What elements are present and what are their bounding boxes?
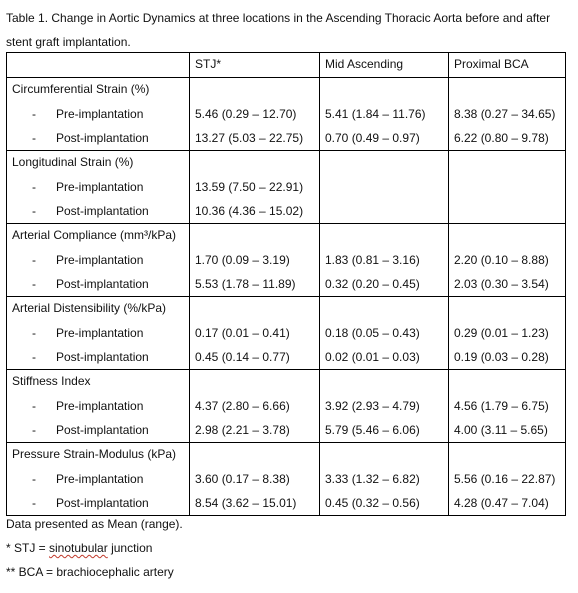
value-text: 2.98 (2.21 – 3.78) [195, 423, 290, 437]
value-text: 5.46 (0.29 – 12.70) [195, 107, 297, 121]
header-cell-stj: STJ* [190, 53, 320, 78]
measurement-row-label [12, 126, 189, 150]
value-text: 0.18 (0.05 – 0.43) [325, 326, 420, 340]
value-cell-mid-ascending [320, 297, 449, 370]
bullet-dash: - [32, 326, 36, 340]
bullet-dash: - [32, 107, 36, 121]
group-label-cell [7, 224, 190, 297]
group-title: Arterial Compliance (mm³/kPa) [12, 228, 177, 242]
value-cell-proximal-bca [449, 151, 566, 224]
header-cell-empty [7, 53, 190, 78]
bullet-dash: - [32, 253, 36, 267]
timepoint-label: Pre-implantation [56, 399, 144, 413]
value-text: 8.38 (0.27 – 34.65) [454, 107, 556, 121]
measurement-row-label [12, 248, 189, 272]
value-cell-mid-ascending [320, 443, 449, 516]
group-row [7, 370, 566, 443]
group-spacer [195, 297, 319, 321]
group-title: Pressure Strain-Modulus (kPa) [12, 447, 177, 461]
group-row [7, 224, 566, 297]
value-text: 0.45 (0.14 – 0.77) [195, 350, 290, 364]
value-text: 8.54 (3.62 – 15.01) [195, 496, 297, 510]
group-spacer [195, 78, 319, 102]
table-caption: Table 1. Change in Aortic Dynamics at three locations in the Ascending Thoracic Aorta before and after stent graft implantation. [6, 11, 551, 49]
value-cell-mid-ascending [320, 78, 449, 151]
group-row [7, 297, 566, 370]
value-cell-stj [190, 443, 320, 516]
group-label-cell [7, 443, 190, 516]
group-title: Arterial Distensibility (%/kPa) [12, 301, 167, 315]
group-row [7, 151, 566, 224]
aortic-dynamics-table [6, 52, 566, 516]
group-spacer [454, 151, 565, 175]
group-spacer [454, 297, 565, 321]
stj-footnote-term: sinotubular [49, 541, 108, 555]
timepoint-label: Post-implantation [56, 496, 149, 510]
group-row [7, 78, 566, 151]
bullet-dash: - [32, 496, 36, 510]
value-cell-proximal-bca [449, 370, 566, 443]
bullet-dash: - [32, 472, 36, 486]
measurement-row-label [12, 321, 189, 345]
group-spacer [325, 78, 448, 102]
value-cell-mid-ascending [320, 370, 449, 443]
table-body [7, 53, 566, 516]
value-cell-proximal-bca [449, 78, 566, 151]
group-label-cell [7, 151, 190, 224]
group-row [7, 443, 566, 516]
stj-footnote-suffix: junction [107, 541, 153, 555]
value-text: 5.41 (1.84 – 11.76) [325, 107, 426, 121]
value-text: 3.33 (1.32 – 6.82) [325, 472, 420, 486]
bullet-dash: - [32, 423, 36, 437]
group-spacer [325, 224, 448, 248]
value-text: 4.37 (2.80 – 6.66) [195, 399, 290, 413]
group-spacer [325, 370, 448, 394]
timepoint-label: Pre-implantation [56, 107, 144, 121]
bullet-dash: - [32, 204, 36, 218]
group-spacer [325, 443, 448, 467]
group-spacer [454, 224, 565, 248]
group-label-cell [7, 78, 190, 151]
bullet-dash: - [32, 131, 36, 145]
table-notes [6, 512, 566, 584]
value-cell-proximal-bca [449, 224, 566, 297]
measurement-row-label [12, 467, 189, 491]
value-text [454, 199, 565, 223]
value-cell-stj [190, 370, 320, 443]
value-text: 2.03 (0.30 – 3.54) [454, 277, 549, 291]
group-spacer [325, 297, 448, 321]
group-spacer [454, 78, 565, 102]
value-text: 5.79 (5.46 – 6.06) [325, 423, 420, 437]
group-label-cell [7, 297, 190, 370]
value-text: 0.29 (0.01 – 1.23) [454, 326, 549, 340]
value-cell-proximal-bca [449, 443, 566, 516]
measurement-row-label [12, 394, 189, 418]
value-text: 2.20 (0.10 – 8.88) [454, 253, 549, 267]
value-text: 13.59 (7.50 – 22.91) [195, 180, 304, 194]
value-cell-stj [190, 151, 320, 224]
value-text: 3.92 (2.93 – 4.79) [325, 399, 420, 413]
header-row [7, 53, 566, 78]
group-spacer [454, 443, 565, 467]
bullet-dash: - [32, 180, 36, 194]
timepoint-label: Post-implantation [56, 350, 149, 364]
value-cell-stj [190, 297, 320, 370]
value-cell-proximal-bca [449, 297, 566, 370]
value-text [325, 199, 448, 223]
measurement-row-label [12, 199, 189, 223]
value-text: 0.32 (0.20 – 0.45) [325, 277, 420, 291]
bca-footnote: ** BCA = brachiocephalic artery [6, 565, 174, 579]
group-spacer [195, 151, 319, 175]
value-text: 4.00 (3.11 – 5.65) [454, 423, 548, 437]
value-cell-stj [190, 224, 320, 297]
header-cell-mid-ascending: Mid Ascending [320, 53, 449, 78]
value-text: 0.02 (0.01 – 0.03) [325, 350, 420, 364]
value-text [325, 175, 448, 199]
value-text: 4.56 (1.79 – 6.75) [454, 399, 549, 413]
group-spacer [454, 370, 565, 394]
header-cell-proximal-bca: Proximal BCA [449, 53, 566, 78]
timepoint-label: Post-implantation [56, 277, 149, 291]
value-text: 0.19 (0.03 – 0.28) [454, 350, 549, 364]
bullet-dash: - [32, 277, 36, 291]
group-title: Longitudinal Strain (%) [12, 155, 134, 169]
value-text [454, 175, 565, 199]
bullet-dash: - [32, 399, 36, 413]
value-cell-stj [190, 78, 320, 151]
data-note: Data presented as Mean (range). [6, 517, 183, 531]
measurement-row-label [12, 418, 189, 442]
value-text: 13.27 (5.03 – 22.75) [195, 131, 304, 145]
group-spacer [195, 370, 319, 394]
measurement-row-label [12, 345, 189, 369]
value-text: 5.56 (0.16 – 22.87) [454, 472, 556, 486]
value-text: 0.70 (0.49 – 0.97) [325, 131, 420, 145]
value-text: 1.70 (0.09 – 3.19) [195, 253, 290, 267]
value-cell-mid-ascending [320, 151, 449, 224]
value-text: 6.22 (0.80 – 9.78) [454, 131, 549, 145]
value-text: 3.60 (0.17 – 8.38) [195, 472, 290, 486]
value-text: 0.45 (0.32 – 0.56) [325, 496, 420, 510]
timepoint-label: Post-implantation [56, 131, 149, 145]
value-text: 5.53 (1.78 – 11.89) [195, 277, 296, 291]
value-text: 10.36 (4.36 – 15.02) [195, 204, 304, 218]
stj-footnote-prefix: * STJ = [6, 541, 50, 555]
timepoint-label: Pre-implantation [56, 472, 144, 486]
group-title: Circumferential Strain (%) [12, 82, 150, 96]
measurement-row-label [12, 272, 189, 296]
group-title: Stiffness Index [12, 374, 91, 388]
timepoint-label: Pre-implantation [56, 326, 144, 340]
value-text: 4.28 (0.47 – 7.04) [454, 496, 549, 510]
stj-footnote [6, 536, 566, 560]
timepoint-label: Post-implantation [56, 423, 149, 437]
measurement-row-label [12, 175, 189, 199]
group-label-cell [7, 370, 190, 443]
timepoint-label: Post-implantation [56, 204, 149, 218]
group-spacer [325, 151, 448, 175]
group-spacer [195, 443, 319, 467]
measurement-row-label [12, 102, 189, 126]
bullet-dash: - [32, 350, 36, 364]
timepoint-label: Pre-implantation [56, 253, 144, 267]
value-text: 0.17 (0.01 – 0.41) [195, 326, 290, 340]
group-spacer [195, 224, 319, 248]
value-text: 1.83 (0.81 – 3.16) [325, 253, 420, 267]
value-cell-mid-ascending [320, 224, 449, 297]
timepoint-label: Pre-implantation [56, 180, 144, 194]
